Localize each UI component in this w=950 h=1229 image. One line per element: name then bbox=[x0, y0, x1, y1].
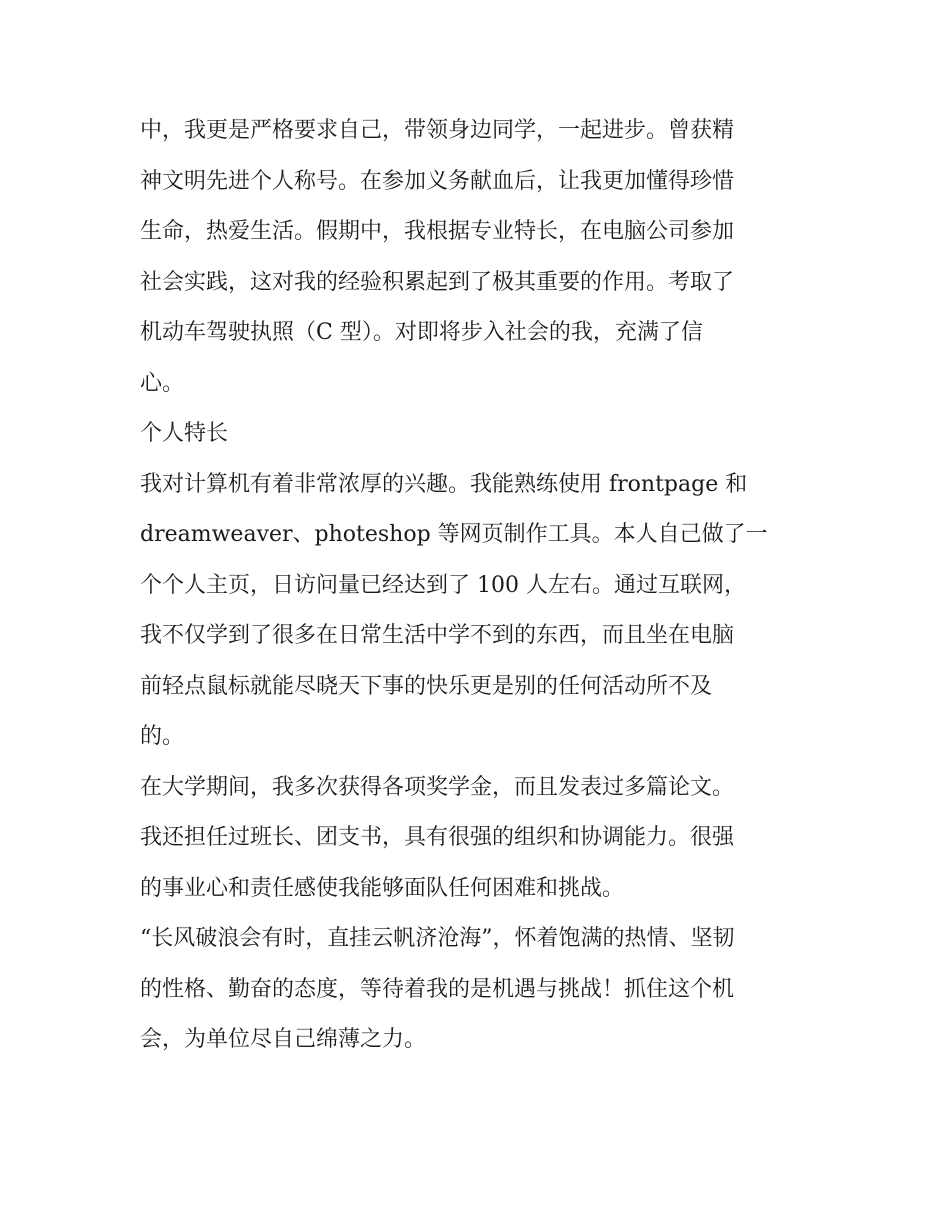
paragraph-university-achievements bbox=[140, 763, 812, 915]
section-heading-text: 个人特长 bbox=[140, 421, 229, 446]
text-line: 神文明先进个人称号。在参加义务献血后，让我更加懂得珍惜 bbox=[140, 168, 735, 194]
text-line: 在大学期间，我多次获得各项奖学金，而且发表过多篇论文。 bbox=[140, 774, 735, 800]
text-line: 我还担任过班长、团支书，具有很强的组织和协调能力。很强 bbox=[140, 825, 735, 850]
text-line: “长风破浪会有时，直挂云帆济沧海”，怀着饱满的热情、坚韧 bbox=[140, 926, 735, 951]
paragraph-closing bbox=[140, 914, 812, 1066]
text-line: 会，为单位尽自己绵薄之力。 bbox=[140, 1027, 427, 1052]
text-line: 的。 bbox=[140, 724, 185, 749]
text-line: 个个人主页，日访问量已经达到了 100 人左右。通过互联网， bbox=[140, 572, 746, 598]
text-line: 我对计算机有着非常浓厚的兴趣。我能熟练使用 frontpage 和 bbox=[140, 471, 748, 497]
text-line: 社会实践，这对我的经验积累起到了极其重要的作用。考取了 bbox=[140, 269, 735, 295]
text-line: 的性格、勤奋的态度，等待着我的是机遇与挑战！抓住这个机 bbox=[140, 976, 735, 1002]
paragraph-intro-continued bbox=[140, 106, 812, 409]
text-line: 前轻点鼠标就能尽晓天下事的快乐更是别的任何活动所不及 bbox=[140, 673, 713, 699]
text-line: 心。 bbox=[140, 370, 185, 396]
text-line: 机动车驾驶执照（C 型）。对即将步入社会的我，充满了信 bbox=[140, 320, 703, 345]
text-line: 我不仅学到了很多在日常生活中学不到的东西，而且坐在电脑 bbox=[140, 623, 735, 648]
text-line: 中，我更是严格要求自己，带领身边同学，一起进步。曾获精 bbox=[140, 118, 735, 143]
text-line: 生命，热爱生活。假期中，我根据专业特长，在电脑公司参加 bbox=[140, 219, 735, 244]
paragraph-computer-skills bbox=[140, 460, 812, 763]
document-body bbox=[140, 106, 812, 1066]
text-line: 的事业心和责任感使我能够面队任何困难和挑战。 bbox=[140, 875, 625, 901]
text-line: dreamweaver、photeshop 等网页制作工具。本人自己做了一 bbox=[140, 522, 768, 547]
section-heading-specialties bbox=[140, 409, 812, 460]
